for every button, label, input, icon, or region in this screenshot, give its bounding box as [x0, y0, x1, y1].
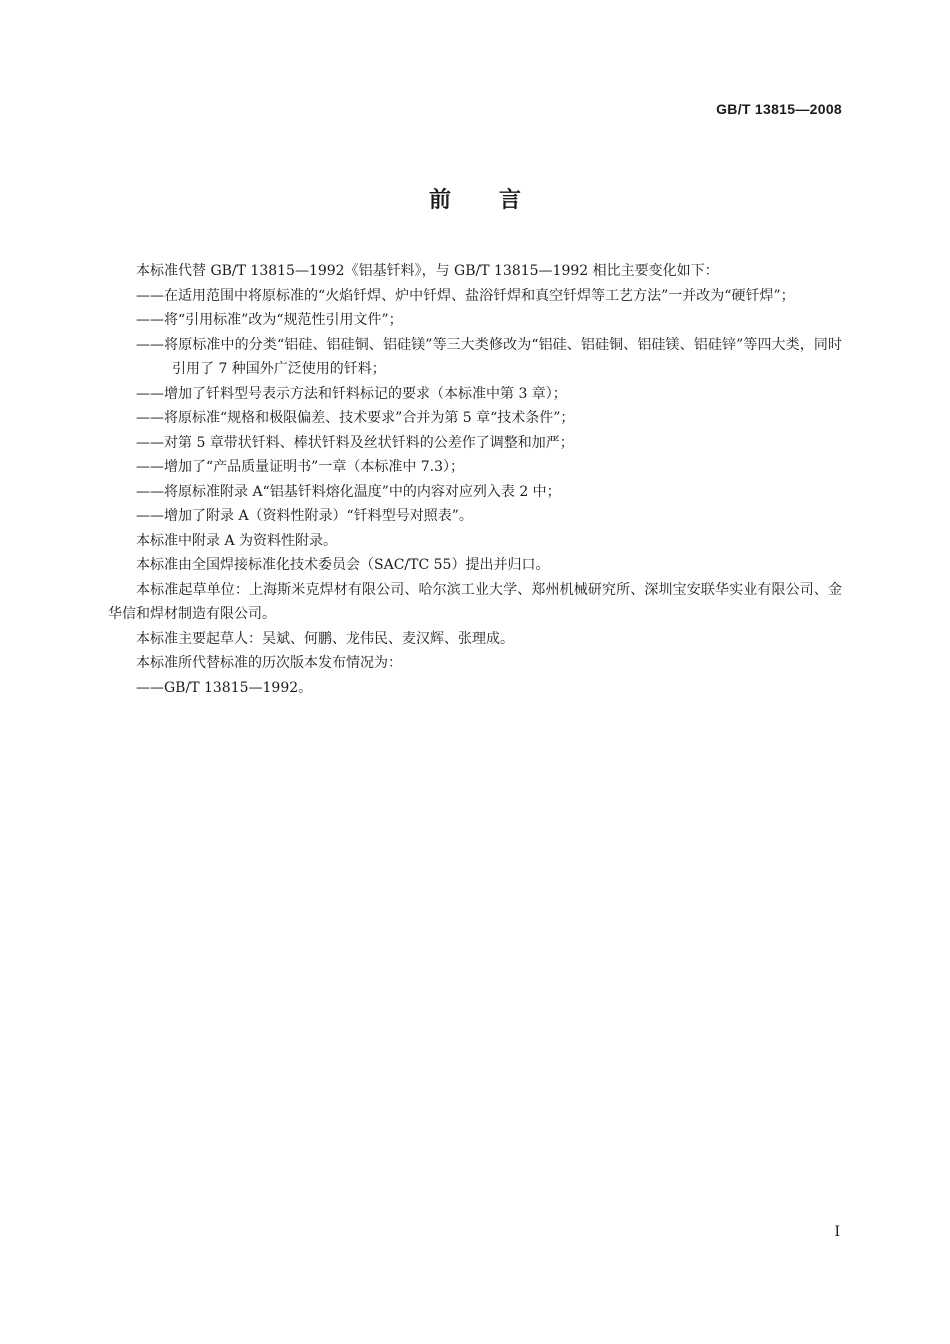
change-item: ——增加了“产品质量证明书”一章（本标准中 7.3）；	[136, 459, 465, 475]
change-item: ——将原标准“规格和极限偏差、技术要求”合并为第 5 章“技术条件”；	[136, 410, 575, 426]
change-item: ——将原标准附录 A“铝基钎料熔化温度”中的内容对应列入表 2 中；	[136, 483, 561, 500]
appendix-note: 本标准中附录 A 为资料性附录。	[136, 532, 338, 549]
change-item: ——增加了附录 A（资料性附录）“钎料型号对照表”。	[136, 508, 473, 524]
history-item: ——GB/T 13815—1992。	[136, 679, 313, 696]
change-item: ——将原标准中的分类“铝硅、铝硅铜、铝硅镁”等三大类修改为“铝硅、铝硅铜、铝硅镁、铝硅锌”等四大类，同时引用了 7 种国外广泛使用的钎料；	[136, 336, 842, 377]
proposer-paragraph: 本标准由全国焊接标准化技术委员会（SAC/TC 55）提出并归口。	[136, 557, 550, 573]
page-number: I	[834, 1224, 840, 1240]
foreword-body	[108, 259, 842, 700]
intro-paragraph: 本标准代替 GB/T 13815—1992《铝基钎料》，与 GB/T 13815—1992 相比主要变化如下：	[136, 263, 719, 279]
page-title: 前言	[428, 188, 569, 213]
change-item: ——增加了钎料型号表示方法和钎料标记的要求（本标准中第 3 章）；	[136, 385, 567, 402]
change-item: ——将“引用标准”改为“规范性引用文件”；	[136, 312, 403, 328]
drafters-paragraph: 本标准主要起草人：吴斌、何鹏、龙伟民、麦汉辉、张理成。	[136, 630, 514, 647]
standard-number: GB/T 13815—2008	[716, 101, 842, 117]
change-item: ——在适用范围中将原标准的“火焰钎焊、炉中钎焊、盐浴钎焊和真空钎焊等工艺方法”一并改为“硬钎焊”；	[136, 287, 795, 304]
change-item: ——对第 5 章带状钎料、棒状钎料及丝状钎料的公差作了调整和加严；	[136, 434, 574, 451]
drafting-units-paragraph: 本标准起草单位：上海斯米克焊材有限公司、哈尔滨工业大学、郑州机械研究所、深圳宝安联华实业有限公司、金华信和焊材制造有限公司。	[108, 581, 842, 622]
history-intro: 本标准所代替标准的历次版本发布情况为：	[136, 655, 402, 671]
